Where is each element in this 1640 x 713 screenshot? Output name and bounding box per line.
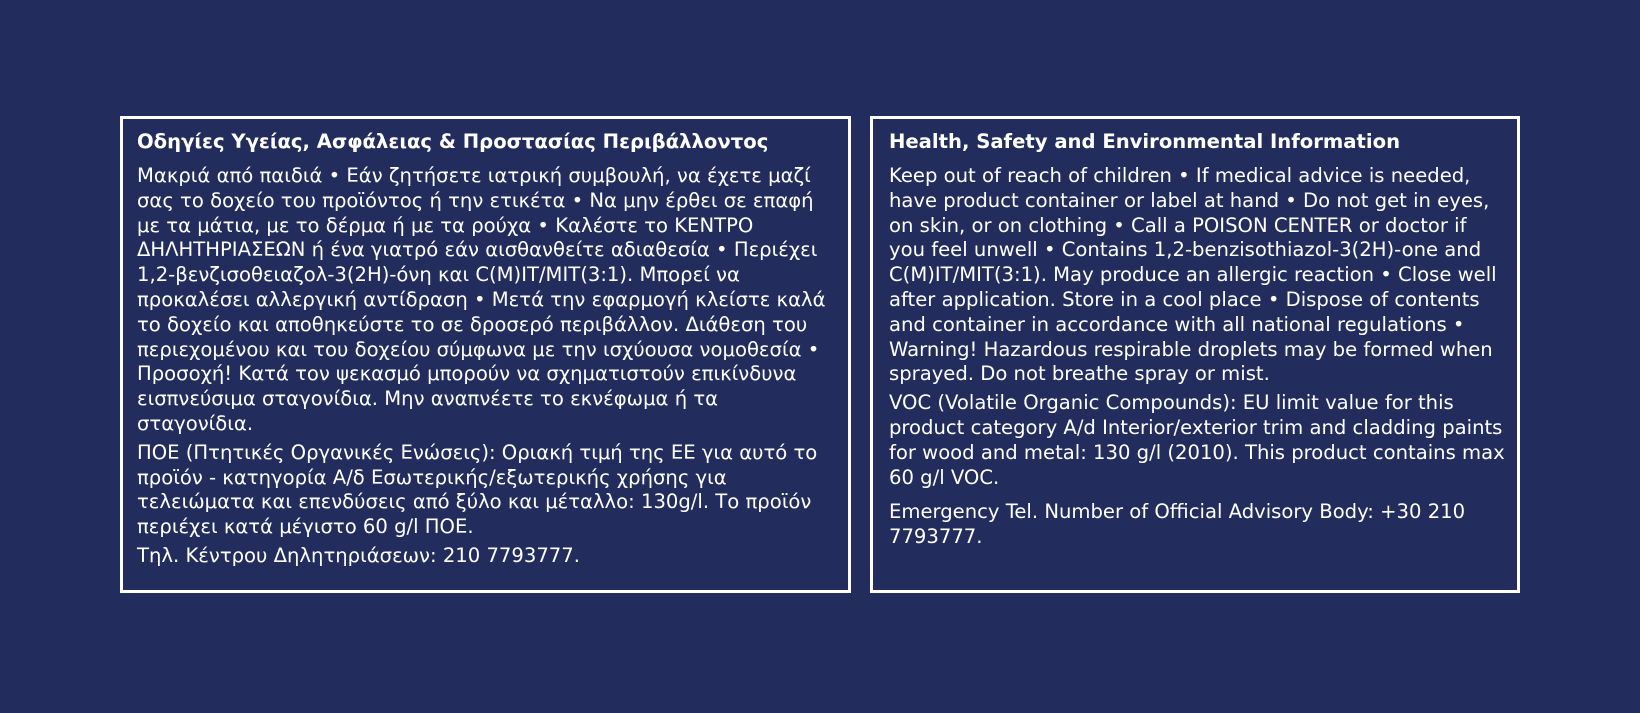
greek-panel-title: Οδηγίες Υγείας, Ασφάλειας & Προστασίας Περιβάλλοντος: [137, 130, 769, 153]
greek-warnings-text: Μακριά από παιδιά • Εάν ζητήσετε ιατρική συμβουλή, να έχετε μαζί σας το δοχείο του προϊόντος ή την ετικέτα • Να μην έρθει σε επαφή με τα μάτια, με το δέρμα ή με τα ρούχα • Καλέστε το ΚΕΝΤΡΟ ΔΗΛΗΤΗΡΙΑΣΕΩΝ ή ένα γιατρό εάν αισθανθείτε αδιαθεσία • Περιέχει 1,2-βενζισοθειαζολ-3(2Η)-όνη και C(M)IT/MIT(3:1). Μπορεί να προκαλέσει αλλεργική αντίδραση • Μετά την εφαρμογή κλείστε καλά το δοχείο και αποθηκεύστε το σε δροσερό περιβάλλον. Διάθεση του περιεχομένου και του δοχείου σύμφωνα με την ισχύουσα νομοθεσία • Προσοχή! Κατά τον ψεκασμό μπορούν να σχηματιστούν επικίνδυνα εισπνεύσιμα σταγονίδια. Μην αναπνέετε το εκνέφωμα ή τα σταγονίδια.: [137, 164, 826, 435]
english-panel-title: Health, Safety and Environmental Information: [889, 130, 1401, 153]
english-warnings-text: Keep out of reach of children • If medical advice is needed, have product container or label at hand • Do not get in eyes, on skin, or on clothing • Call a POISON CENTER or doctor if you feel unwell • Contains 1,2-benzisothiazol-3(2H)-one and C(M)IT/MIT(3:1). May produce an allergic reaction • Close well after application. Store in a cool place • Dispose of contents and container in accordance with all national regulations • Warning! Hazardous respirable droplets may be formed when sprayed. Do not breathe spray or mist.: [889, 164, 1497, 386]
english-safety-panel: [870, 116, 1520, 593]
greek-voc-text: ΠΟΕ (Πτητικές Οργανικές Ενώσεις): Οριακή τιμή της ΕΕ για αυτό το προϊόν - κατηγορία Α/δ Εσωτερικής/εξωτερικής χρήσης για τελειώματα και επενδύσεις από ξύλο και μέταλλο: 130g/l. Το προϊόν περιέχει κατά μέγιστο 60 g/l ΠΟΕ.: [137, 440, 818, 539]
english-emergency-text: Emergency Tel. Number of Official Advisory Body: +30 210 7793777.: [889, 500, 1466, 549]
english-voc-text: VOC (Volatile Organic Compounds): EU limit value for this product category A/d Interior/exterior trim and cladding paints for wood and metal: 130 g/l (2010). This product contains max 60 g/l VOC.: [889, 391, 1505, 489]
greek-emergency-text: Τηλ. Κέντρου Δηλητηριάσεων: 210 7793777.: [137, 543, 580, 567]
greek-safety-panel: [120, 116, 851, 593]
